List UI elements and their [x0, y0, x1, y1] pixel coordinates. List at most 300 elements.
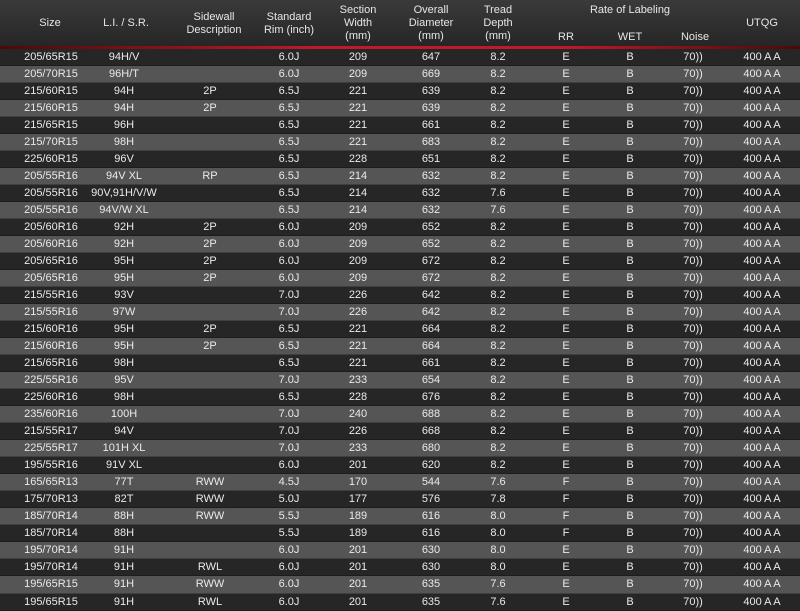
table-row [0, 100, 800, 117]
cell-li-sr: 94V XL [105, 170, 143, 183]
cell-wet: B [626, 408, 634, 421]
cell-tread: 8.2 [490, 238, 506, 251]
cell-tread: 8.2 [490, 340, 506, 353]
cell-utqg: 400 A A [743, 544, 781, 557]
cell-rim: 7.0J [278, 425, 300, 438]
cell-wet: B [626, 221, 634, 234]
cell-noise: 70)) [683, 442, 703, 455]
cell-wet: B [626, 51, 634, 63]
cell-wet: B [626, 544, 634, 557]
cell-size: 225/60R16 [24, 391, 78, 404]
cell-wet: B [626, 272, 634, 285]
cell-diameter: 632 [421, 170, 441, 183]
cell-size: 205/55R16 [24, 170, 78, 183]
cell-li-sr: 96V [114, 153, 134, 166]
cell-utqg: 400 A A [743, 68, 781, 81]
cell-rim: 7.0J [278, 306, 300, 319]
cell-li-sr: 91H [113, 595, 135, 608]
cell-diameter: 639 [421, 102, 441, 115]
cell-li-sr: 95H [113, 272, 135, 285]
cell-size: 215/65R15 [24, 119, 78, 132]
cell-li-sr: 98H [113, 391, 135, 404]
cell-li-sr: 94V/W XL [99, 204, 149, 217]
cell-size: 215/70R15 [24, 136, 78, 149]
table-row [0, 559, 800, 576]
cell-tread: 8.2 [490, 170, 506, 183]
cell-sidewall: 2P [203, 221, 217, 234]
header-tread: Tread Depth (mm) [483, 4, 513, 42]
cell-width: 226 [348, 306, 368, 319]
cell-rim: 6.0J [278, 595, 300, 608]
cell-noise: 70)) [683, 68, 703, 81]
cell-li-sr: 82T [114, 493, 134, 506]
table-header [0, 0, 800, 46]
cell-width: 221 [348, 119, 368, 132]
cell-li-sr: 100H [110, 408, 138, 421]
cell-size: 215/55R17 [24, 425, 78, 438]
cell-tread: 7.6 [490, 204, 506, 217]
cell-sidewall: 2P [203, 238, 217, 251]
cell-rr: E [562, 374, 570, 387]
cell-width: 228 [348, 391, 368, 404]
cell-li-sr: 95V [114, 374, 134, 387]
cell-rr: E [562, 136, 570, 149]
cell-rr: E [562, 561, 570, 574]
cell-rim: 4.5J [278, 476, 300, 489]
cell-size: 225/60R15 [24, 153, 78, 166]
cell-utqg: 400 A A [743, 272, 781, 285]
cell-utqg: 400 A A [743, 170, 781, 183]
cell-width: 189 [348, 510, 368, 523]
cell-tread: 7.6 [490, 595, 506, 608]
cell-li-sr: 98H [113, 136, 135, 149]
cell-li-sr: 94H/V [108, 51, 140, 63]
cell-rim: 6.5J [278, 187, 300, 200]
cell-rr: E [562, 357, 570, 370]
cell-noise: 70)) [683, 153, 703, 166]
table-row [0, 338, 800, 355]
cell-rr: E [562, 595, 570, 608]
cell-rr: E [562, 255, 570, 268]
cell-sidewall: 2P [203, 255, 217, 268]
cell-size: 215/60R15 [24, 85, 78, 98]
cell-li-sr: 93V [114, 289, 134, 302]
cell-noise: 70)) [683, 221, 703, 234]
cell-rim: 7.0J [278, 289, 300, 302]
cell-utqg: 400 A A [743, 442, 781, 455]
cell-noise: 70)) [683, 187, 703, 200]
cell-rr: E [562, 340, 570, 353]
table-row [0, 372, 800, 389]
cell-utqg: 400 A A [743, 119, 781, 132]
cell-size: 215/60R16 [24, 323, 78, 336]
cell-li-sr: 91H [113, 578, 135, 591]
cell-tread: 8.2 [490, 323, 506, 336]
cell-rim: 6.5J [278, 85, 300, 98]
cell-rr: E [562, 544, 570, 557]
cell-rr: E [562, 170, 570, 183]
cell-tread: 8.2 [490, 442, 506, 455]
table-row [0, 236, 800, 253]
cell-size: 195/65R15 [24, 578, 78, 591]
cell-noise: 70)) [683, 323, 703, 336]
header-rr: RR [558, 31, 574, 43]
cell-size: 195/70R14 [24, 561, 78, 574]
cell-wet: B [626, 476, 634, 489]
cell-rr: E [562, 459, 570, 472]
cell-utqg: 400 A A [743, 85, 781, 98]
cell-width: 201 [348, 595, 368, 608]
cell-diameter: 664 [421, 323, 441, 336]
header-rate-of-labeling: Rate of Labeling [589, 4, 671, 16]
cell-rr: F [562, 527, 570, 540]
cell-size: 165/65R13 [24, 476, 78, 489]
cell-size: 225/55R17 [24, 442, 78, 455]
cell-diameter: 664 [421, 340, 441, 353]
cell-diameter: 616 [421, 527, 441, 540]
cell-rr: E [562, 51, 570, 63]
cell-li-sr: 91H [113, 544, 135, 557]
table-row [0, 287, 800, 304]
cell-size: 215/60R16 [24, 340, 78, 353]
cell-noise: 70)) [683, 425, 703, 438]
cell-rim: 6.5J [278, 102, 300, 115]
header-wet: WET [617, 31, 643, 43]
cell-tread: 8.2 [490, 85, 506, 98]
table-row [0, 134, 800, 151]
cell-size: 195/65R15 [24, 595, 78, 608]
cell-noise: 70)) [683, 119, 703, 132]
cell-sidewall: RWL [197, 561, 223, 574]
header-noise: Noise [680, 31, 710, 43]
cell-rr: E [562, 119, 570, 132]
cell-noise: 70)) [683, 510, 703, 523]
cell-utqg: 400 A A [743, 561, 781, 574]
cell-width: 209 [348, 255, 368, 268]
cell-rr: E [562, 408, 570, 421]
cell-diameter: 651 [421, 153, 441, 166]
cell-utqg: 400 A A [743, 204, 781, 217]
cell-rr: E [562, 578, 570, 591]
table-row [0, 508, 800, 525]
cell-width: 170 [348, 476, 368, 489]
cell-size: 185/70R14 [24, 510, 78, 523]
cell-wet: B [626, 153, 634, 166]
table-body [0, 49, 800, 611]
cell-noise: 70)) [683, 527, 703, 540]
cell-width: 233 [348, 442, 368, 455]
cell-diameter: 688 [421, 408, 441, 421]
cell-tread: 8.2 [490, 119, 506, 132]
cell-width: 209 [348, 221, 368, 234]
cell-diameter: 620 [421, 459, 441, 472]
cell-utqg: 400 A A [743, 153, 781, 166]
cell-noise: 70)) [683, 544, 703, 557]
cell-rim: 6.5J [278, 170, 300, 183]
cell-utqg: 400 A A [743, 425, 781, 438]
cell-rr: E [562, 306, 570, 319]
cell-noise: 70)) [683, 578, 703, 591]
cell-tread: 8.2 [490, 459, 506, 472]
cell-diameter: 683 [421, 136, 441, 149]
cell-diameter: 635 [421, 595, 441, 608]
cell-rr: E [562, 204, 570, 217]
header-width: Section Width (mm) [339, 4, 377, 42]
cell-rim: 7.0J [278, 374, 300, 387]
cell-li-sr: 98H [113, 357, 135, 370]
cell-size: 205/55R16 [24, 204, 78, 217]
cell-noise: 70)) [683, 476, 703, 489]
cell-tread: 8.2 [490, 51, 506, 63]
cell-tread: 8.2 [490, 357, 506, 370]
cell-width: 226 [348, 289, 368, 302]
cell-wet: B [626, 68, 634, 81]
cell-size: 195/55R16 [24, 459, 78, 472]
cell-wet: B [626, 578, 634, 591]
cell-wet: B [626, 119, 634, 132]
cell-rr: E [562, 442, 570, 455]
cell-utqg: 400 A A [743, 323, 781, 336]
cell-diameter: 642 [421, 306, 441, 319]
cell-diameter: 669 [421, 68, 441, 81]
cell-size: 225/55R16 [24, 374, 78, 387]
cell-sidewall: 2P [203, 323, 217, 336]
cell-rim: 6.5J [278, 119, 300, 132]
header-rim: Standard Rim (inch) [263, 11, 315, 36]
cell-noise: 70)) [683, 374, 703, 387]
cell-tread: 8.0 [490, 561, 506, 574]
cell-utqg: 400 A A [743, 476, 781, 489]
cell-wet: B [626, 425, 634, 438]
cell-tread: 8.2 [490, 136, 506, 149]
cell-rr: E [562, 272, 570, 285]
cell-noise: 70)) [683, 595, 703, 608]
table-row [0, 321, 800, 338]
cell-utqg: 400 A A [743, 408, 781, 421]
cell-noise: 70)) [683, 408, 703, 421]
cell-utqg: 400 A A [743, 510, 781, 523]
cell-rim: 6.5J [278, 340, 300, 353]
cell-width: 221 [348, 357, 368, 370]
cell-wet: B [626, 459, 634, 472]
header-size: Size [39, 17, 61, 29]
row-divider [0, 610, 800, 611]
cell-utqg: 400 A A [743, 51, 781, 63]
table-row [0, 117, 800, 134]
cell-size: 175/70R13 [24, 493, 78, 506]
table-row [0, 219, 800, 236]
cell-utqg: 400 A A [743, 391, 781, 404]
cell-wet: B [626, 102, 634, 115]
cell-diameter: 680 [421, 442, 441, 455]
cell-rim: 6.0J [278, 68, 300, 81]
cell-tread: 8.2 [490, 255, 506, 268]
cell-rim: 5.5J [278, 527, 300, 540]
cell-tread: 8.2 [490, 153, 506, 166]
cell-diameter: 661 [421, 357, 441, 370]
cell-utqg: 400 A A [743, 340, 781, 353]
cell-rr: E [562, 221, 570, 234]
cell-sidewall: RWW [195, 510, 225, 523]
cell-wet: B [626, 561, 634, 574]
cell-size: 215/60R15 [24, 102, 78, 115]
cell-rim: 7.0J [278, 442, 300, 455]
cell-sidewall: 2P [203, 340, 217, 353]
cell-size: 205/65R16 [24, 272, 78, 285]
cell-rr: E [562, 425, 570, 438]
table-row [0, 151, 800, 168]
cell-wet: B [626, 595, 634, 608]
cell-li-sr: 94H [113, 85, 135, 98]
cell-sidewall: RWL [197, 595, 223, 608]
table-row [0, 270, 800, 287]
cell-tread: 8.2 [490, 68, 506, 81]
cell-rr: E [562, 391, 570, 404]
cell-sidewall: RP [202, 170, 218, 183]
cell-utqg: 400 A A [743, 102, 781, 115]
cell-diameter: 676 [421, 391, 441, 404]
table-row [0, 355, 800, 372]
cell-width: 201 [348, 459, 368, 472]
cell-rr: E [562, 323, 570, 336]
cell-sidewall: 2P [203, 272, 217, 285]
cell-rim: 6.5J [278, 204, 300, 217]
cell-li-sr: 88H [113, 510, 135, 523]
cell-rim: 6.0J [278, 255, 300, 268]
cell-width: 228 [348, 153, 368, 166]
cell-sidewall: RWW [195, 493, 225, 506]
cell-noise: 70)) [683, 357, 703, 370]
cell-rim: 6.0J [278, 459, 300, 472]
header-diameter: Overall Diameter (mm) [408, 4, 454, 42]
cell-tread: 8.2 [490, 289, 506, 302]
cell-diameter: 630 [421, 561, 441, 574]
cell-utqg: 400 A A [743, 221, 781, 234]
header-sidewall: Sidewall Description [186, 11, 242, 36]
cell-rim: 6.0J [278, 578, 300, 591]
cell-rr: F [562, 476, 570, 489]
table-row [0, 440, 800, 457]
cell-utqg: 400 A A [743, 187, 781, 200]
cell-rr: E [562, 187, 570, 200]
table-row [0, 406, 800, 423]
cell-wet: B [626, 187, 634, 200]
cell-size: 215/55R16 [24, 306, 78, 319]
cell-rr: E [562, 85, 570, 98]
table-row [0, 168, 800, 185]
cell-width: 209 [348, 238, 368, 251]
table-row [0, 83, 800, 100]
cell-size: 185/70R14 [24, 527, 78, 540]
cell-li-sr: 92H [113, 221, 135, 234]
cell-width: 221 [348, 85, 368, 98]
cell-tread: 8.0 [490, 510, 506, 523]
cell-li-sr: 95H [113, 323, 135, 336]
cell-li-sr: 91V XL [105, 459, 143, 472]
cell-wet: B [626, 442, 634, 455]
cell-rim: 5.5J [278, 510, 300, 523]
cell-width: 240 [348, 408, 368, 421]
cell-diameter: 668 [421, 425, 441, 438]
cell-size: 205/55R16 [24, 187, 78, 200]
cell-width: 201 [348, 578, 368, 591]
cell-rim: 6.5J [278, 357, 300, 370]
table-row [0, 304, 800, 321]
cell-wet: B [626, 510, 634, 523]
cell-tread: 8.2 [490, 272, 506, 285]
cell-noise: 70)) [683, 238, 703, 251]
table-row [0, 594, 800, 611]
cell-noise: 70)) [683, 493, 703, 506]
cell-diameter: 654 [421, 374, 441, 387]
cell-width: 221 [348, 102, 368, 115]
table-row [0, 457, 800, 474]
cell-tread: 8.0 [490, 527, 506, 540]
cell-rim: 6.0J [278, 221, 300, 234]
cell-tread: 8.2 [490, 306, 506, 319]
cell-diameter: 661 [421, 119, 441, 132]
cell-wet: B [626, 527, 634, 540]
cell-width: 214 [348, 170, 368, 183]
table-row [0, 542, 800, 559]
cell-noise: 70)) [683, 289, 703, 302]
cell-utqg: 400 A A [743, 595, 781, 608]
cell-wet: B [626, 255, 634, 268]
cell-noise: 70)) [683, 85, 703, 98]
cell-diameter: 639 [421, 85, 441, 98]
cell-utqg: 400 A A [743, 136, 781, 149]
table-row [0, 525, 800, 542]
cell-noise: 70)) [683, 136, 703, 149]
cell-noise: 70)) [683, 255, 703, 268]
cell-utqg: 400 A A [743, 527, 781, 540]
cell-width: 221 [348, 323, 368, 336]
cell-li-sr: 92H [113, 238, 135, 251]
cell-utqg: 400 A A [743, 255, 781, 268]
cell-tread: 7.8 [490, 493, 506, 506]
cell-wet: B [626, 306, 634, 319]
table-row [0, 576, 800, 593]
cell-width: 201 [348, 544, 368, 557]
cell-utqg: 400 A A [743, 357, 781, 370]
cell-width: 214 [348, 204, 368, 217]
cell-noise: 70)) [683, 391, 703, 404]
cell-tread: 8.2 [490, 221, 506, 234]
cell-width: 221 [348, 136, 368, 149]
cell-rim: 6.5J [278, 323, 300, 336]
cell-width: 214 [348, 187, 368, 200]
cell-li-sr: 77T [114, 476, 134, 489]
cell-rim: 6.5J [278, 391, 300, 404]
cell-width: 221 [348, 340, 368, 353]
cell-sidewall: 2P [203, 85, 217, 98]
cell-li-sr: 91H [113, 561, 135, 574]
cell-noise: 70)) [683, 51, 703, 63]
cell-width: 209 [348, 272, 368, 285]
cell-rim: 6.0J [278, 272, 300, 285]
table-row [0, 474, 800, 491]
cell-diameter: 635 [421, 578, 441, 591]
cell-rr: F [562, 510, 570, 523]
cell-li-sr: 88H [113, 527, 135, 540]
cell-li-sr: 101H XL [102, 442, 146, 455]
cell-rr: E [562, 102, 570, 115]
cell-width: 209 [348, 68, 368, 81]
cell-utqg: 400 A A [743, 493, 781, 506]
cell-wet: B [626, 136, 634, 149]
cell-diameter: 576 [421, 493, 441, 506]
cell-utqg: 400 A A [743, 459, 781, 472]
